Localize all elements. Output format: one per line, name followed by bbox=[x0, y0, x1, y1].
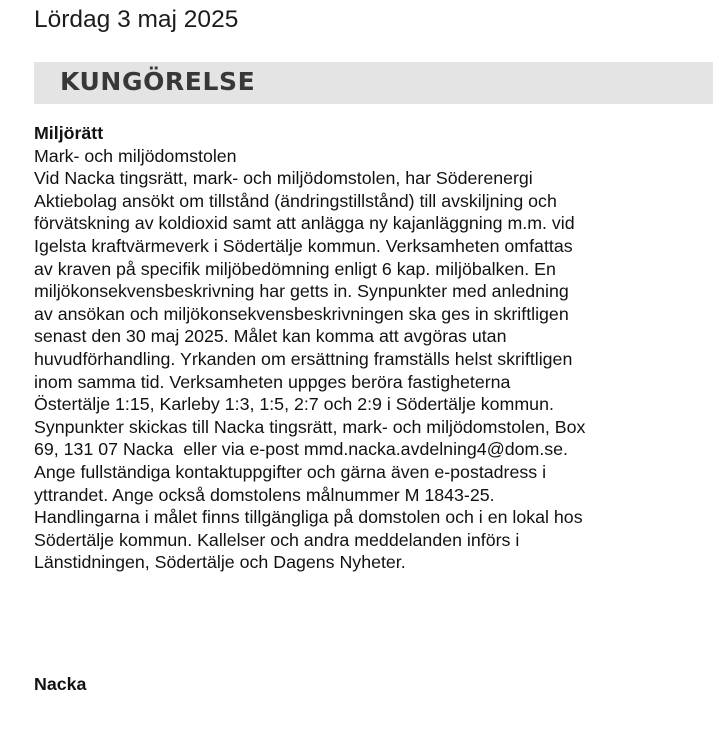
notice-text-line: Ange fullständiga kontaktuppgifter och gärna även e-postadress i bbox=[34, 461, 547, 482]
notice-text-line: Vid Nacka tingsrätt, mark- och miljödomstolen, har Söderenergi bbox=[34, 168, 533, 189]
notice-text-line: senast den 30 maj 2025. Målet kan komma att avgöras utan bbox=[34, 326, 507, 347]
notice-text-line: Östertälje 1:15, Karleby 1:3, 1:5, 2:7 och 2:9 i Södertälje kommun. bbox=[34, 394, 554, 415]
notice-court: Mark- och miljödomstolen bbox=[34, 145, 237, 166]
notice-location: Nacka bbox=[34, 674, 87, 694]
notice-text-line: av ansökan och miljökonsekvensbeskrivningen ska ges in skriftligen bbox=[34, 303, 569, 324]
notice-text-line: miljökonsekvensbeskrivning har getts in. Synpunkter med anledning bbox=[34, 281, 569, 302]
notice-text-line: Synpunkter skickas till Nacka tingsrätt, mark- och miljödomstolen, Box bbox=[34, 416, 586, 437]
notice-type-banner bbox=[34, 62, 713, 104]
notice-text-line: Aktiebolag ansökt om tillstånd (ändringstillstånd) till avskiljning och bbox=[34, 190, 557, 211]
notice-text-line: av kraven på specifik miljöbedömning enligt 6 kap. miljöbalken. En bbox=[34, 258, 556, 279]
notice-text-line: förvätskning av koldioxid samt att anlägga ny kajanläggning m.m. vid bbox=[34, 213, 575, 234]
notice-type-title: KUNGÖRELSE bbox=[60, 67, 256, 96]
notice-text-line: Igelsta kraftvärmeverk i Södertälje kommun. Verksamheten omfattas bbox=[34, 235, 573, 256]
notice-text bbox=[34, 167, 720, 574]
notice-category: Miljörätt bbox=[34, 123, 104, 143]
notice-text-line: Södertälje kommun. Kallelser och andra meddelanden införs i bbox=[34, 529, 520, 550]
notice-text-line: inom samma tid. Verksamheten uppges beröra fastigheterna bbox=[34, 371, 511, 392]
notice-body bbox=[34, 122, 720, 574]
notice-text-line: Länstidningen, Södertälje och Dagens Nyheter. bbox=[34, 552, 406, 573]
notice-text-line: Handlingarna i målet finns tillgängliga på domstolen och i en lokal hos bbox=[34, 507, 583, 528]
notice-text-line: huvudförhandling. Yrkanden om ersättning framställs helst skriftligen bbox=[34, 348, 573, 369]
publication-date: Lördag 3 maj 2025 bbox=[34, 6, 239, 33]
notice-text-line: 69, 131 07 Nacka eller via e-post mmd.nacka.avdelning4@dom.se. bbox=[34, 439, 568, 460]
notice-text-line: yttrandet. Ange också domstolens målnummer M 1843-25. bbox=[34, 484, 495, 505]
